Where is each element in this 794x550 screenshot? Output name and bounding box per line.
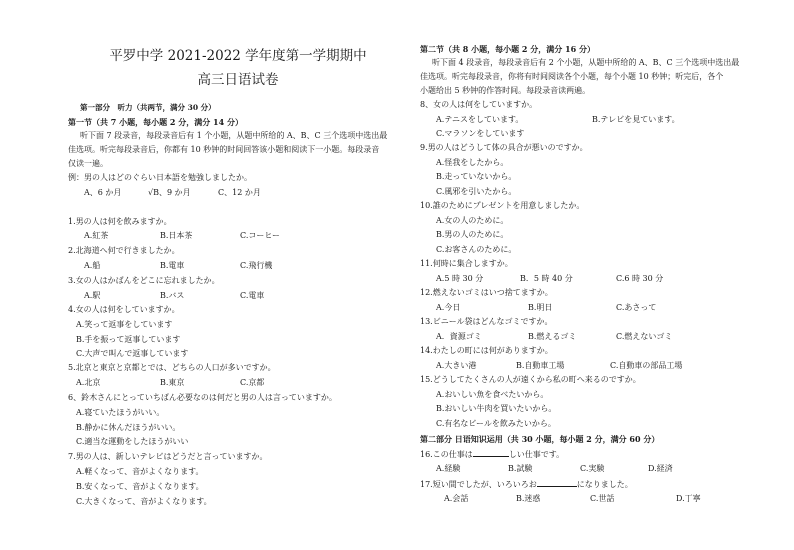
option-b: B.静かに休んだほうがいい。	[76, 423, 181, 432]
option-c: C.マラソンをしています	[436, 129, 525, 138]
option-a: A.駅	[84, 291, 101, 300]
option-c: C.大きくなって、音がよくなります。	[76, 497, 212, 506]
option-c: C.6 時 30 分	[616, 274, 664, 283]
question-options	[420, 332, 770, 342]
question: 9.男の人はどうして体の具合が悪いのですか。	[420, 143, 588, 152]
option-c: C.コーヒー	[240, 231, 281, 240]
option-c: C.飛行機	[240, 261, 273, 270]
option-a: A.船	[84, 261, 101, 270]
question-options	[68, 291, 408, 301]
option-b: B.迷惑	[516, 494, 541, 503]
section2-heading: 第二节（共 8 小题，每小题 2 分，满分 16 分）	[420, 44, 595, 54]
question	[420, 479, 633, 490]
section2-instruction-line: 小题给出 5 秒钟的作答时间。每段录音读两遍。	[420, 86, 591, 95]
option-b: B.走っていないから。	[436, 172, 517, 181]
option-a: A.会話	[444, 494, 469, 503]
question: 11.何時に集合しますか。	[420, 259, 513, 268]
question-options	[420, 274, 770, 284]
option-b: B.安くなって、音がよくなります。	[76, 482, 204, 491]
question-options	[68, 261, 408, 271]
example-options	[68, 188, 408, 198]
option-a: A.5 時 30 分	[436, 274, 484, 283]
option-b: B.おいしい牛肉を買いたいから。	[436, 404, 557, 413]
option-a: A.経験	[436, 464, 461, 473]
option-b: √B、9 か月	[148, 188, 191, 197]
question-text: 16.この仕事は	[420, 450, 473, 459]
question-options	[68, 378, 408, 388]
option-c: C.お客さんのために。	[436, 245, 517, 254]
question-options	[420, 494, 770, 504]
question	[420, 449, 564, 460]
option-c: C.大声で叫んで返事しています	[76, 349, 189, 358]
option-b: B.試験	[508, 464, 533, 473]
option-b: B．5 時 40 分	[520, 274, 573, 283]
example-question: 例：男の人はどのぐらい日本語を勉強しましたか。	[68, 173, 252, 182]
option-c: C.自動車の部品工場	[610, 361, 683, 370]
option-c: C.世話	[590, 494, 615, 503]
option-c: C.燃えないゴミ	[616, 332, 673, 341]
section1-instruction-line: 仅读一遍。	[68, 159, 108, 168]
question: 3.女の人はかばんをどこに忘れましたか。	[68, 276, 220, 285]
option-a: A.大きい港	[436, 361, 477, 370]
option-c: C、12 か月	[218, 188, 261, 197]
option-a: A.怪我をしたから。	[436, 158, 509, 167]
question: 10.誰のためにプレゼントを用意しましたか。	[420, 201, 585, 210]
section1-instruction-line: 佳选项。听完每段录音后，你都有 10 秒钟的时间回答该小题和阅读下一小题。每段录音	[68, 145, 380, 154]
question: 5.北京と東京と京都とでは、どちらの人口が多いですか。	[68, 363, 276, 372]
question-options	[420, 303, 770, 313]
option-c: C.有名なビールを飲みたいから。	[436, 419, 556, 428]
question-text: になりました。	[576, 480, 633, 489]
option-c: C.適当な運動をしたほうがいい	[76, 437, 189, 446]
option-b: B.バス	[160, 291, 185, 300]
part2-heading: 第二部分 日语知识运用（共 30 小题，每小题 2 分，满分 60 分）	[420, 434, 660, 444]
question: 13.ビニール袋はどんなゴミですか。	[420, 317, 553, 326]
option-a: A.テニスをしています。	[436, 115, 524, 124]
section1-instruction-line: 听下面 7 段录音，每段录音后有 1 个小题，从题中所给的 A、B、C 三个选项中选出最	[80, 131, 388, 140]
option-b: B.日本茶	[160, 231, 193, 240]
option-b: B.東京	[160, 378, 185, 387]
option-b: B.テレビを見ています。	[592, 115, 680, 124]
question-options	[420, 464, 770, 474]
answer-blank[interactable]	[473, 449, 509, 457]
option-a: A．資源ゴミ	[436, 332, 482, 341]
question: 8、女の人は何をしていますか。	[420, 100, 538, 109]
option-a: A.おいしい魚を食べたいから。	[436, 390, 549, 399]
option-b: B.手を振って返事しています	[76, 335, 181, 344]
question-options	[420, 361, 770, 371]
question-text: 17.短い間でしたが、いろいろお	[420, 480, 537, 489]
question: 2.北海道へ何で行きましたか。	[68, 246, 180, 255]
section1-heading: 第一节（共 7 小题，每小题 2 分，满分 14 分）	[68, 117, 243, 127]
question: 7.男の人は、新しいテレビはどうだと言っていますか。	[68, 452, 268, 461]
option-b: B.男の人のために。	[436, 230, 509, 239]
option-c: C.風邪を引いたから。	[436, 187, 517, 196]
answer-blank[interactable]	[537, 479, 577, 487]
question: 4.女の人は何をしていますか。	[68, 305, 180, 314]
option-b: B.自動車工場	[516, 361, 565, 370]
exam-title: 平罗中学 2021-2022 学年度第一学期期中	[109, 48, 367, 64]
option-a: A、6 か月	[84, 188, 122, 197]
option-c: C.京都	[240, 378, 265, 387]
option-c: C.実験	[580, 464, 605, 473]
option-a: A.寝ていたほうがいい。	[76, 408, 165, 417]
option-a: A.軽くなって、音がよくなります。	[76, 467, 204, 476]
option-b: B.燃えるゴミ	[528, 332, 577, 341]
option-a: A.今日	[436, 303, 461, 312]
question: 15.どうしてたくさんの人が遠くから私の町へ来るのですか。	[420, 375, 641, 384]
question: 14.わたしの町には何がありますか。	[420, 346, 553, 355]
option-d: D.経済	[648, 464, 673, 473]
option-a: A.紅茶	[84, 231, 109, 240]
question-options	[68, 231, 408, 241]
option-a: A.北京	[76, 378, 101, 387]
question: 12.燃えないゴミはいつ捨てますか。	[420, 288, 553, 297]
question: 1.男の人は何を飲みますか。	[68, 217, 172, 226]
question: 6、鈴木さんにとっていちばん必要なのは何だと男の人は言っていますか。	[68, 393, 337, 402]
option-c: C.あさって	[616, 303, 657, 312]
section2-instruction-line: 听下面 4 段录音，每段录音后有 2 个小题，从题中所给的 A、B、C 三个选项中选出最	[432, 58, 740, 67]
part1-heading: 第一部分 听力（共两节，满分 30 分）	[80, 103, 216, 112]
option-a: A.女の人のために。	[436, 216, 509, 225]
exam-subtitle: 高三日语试卷	[197, 72, 279, 88]
option-a: A.笑って返事をしています	[76, 320, 173, 329]
option-d: D.丁寧	[676, 494, 701, 503]
option-b: B.明日	[528, 303, 553, 312]
option-c: C.電車	[240, 291, 265, 300]
section2-instruction-line: 佳选项。听完每段录音，你将有时间阅读各个小题，每个小题 10 秒钟；听完后，各个	[420, 72, 724, 81]
question-text: しい仕事です。	[508, 450, 565, 459]
option-b: B.電車	[160, 261, 185, 270]
question-options	[420, 115, 770, 125]
